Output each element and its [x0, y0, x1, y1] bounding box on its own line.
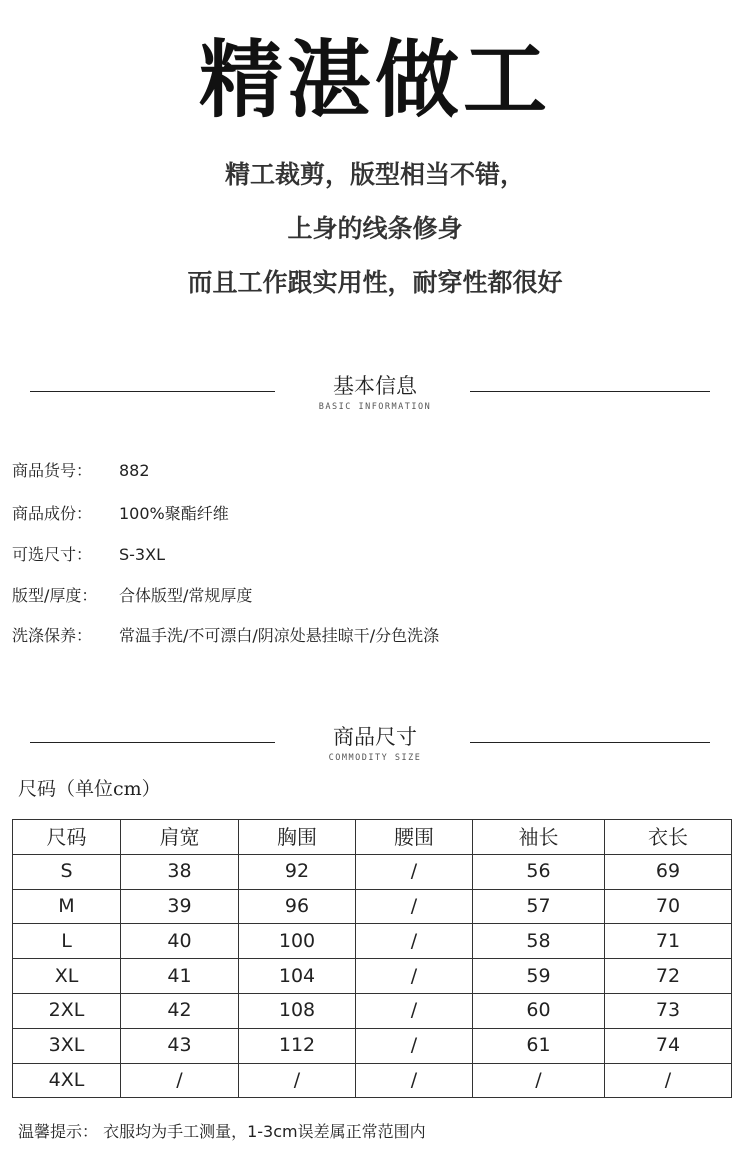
table-cell: 92 — [239, 854, 356, 889]
info-label: 洗涤保养： — [12, 626, 93, 645]
table-cell: 61 — [473, 1028, 605, 1063]
table-cell: M — [13, 889, 121, 924]
info-label: 可选尺寸： — [12, 545, 93, 564]
table-row — [13, 924, 732, 959]
table-cell: 104 — [239, 959, 356, 994]
table-row — [13, 1063, 732, 1098]
table-cell: / — [356, 993, 473, 1028]
info-row-composition — [12, 502, 732, 526]
basic-info-title: 基本信息 — [333, 374, 417, 398]
table-cell: 42 — [121, 993, 239, 1028]
hero-line-1: 精工裁剪，版型相当不错， — [224, 160, 525, 189]
basic-info-heading — [0, 372, 750, 422]
table-header-row — [13, 820, 732, 855]
table-row — [13, 854, 732, 889]
page-title: 精湛做工 — [198, 31, 551, 129]
table-cell: 71 — [605, 924, 732, 959]
table-cell: 70 — [605, 889, 732, 924]
info-label: 商品成份： — [12, 504, 93, 523]
unit-label: 尺码（单位cm） — [18, 778, 161, 800]
header-cell: 肩宽 — [121, 820, 239, 855]
table-cell: / — [356, 1063, 473, 1098]
table-cell: 43 — [121, 1028, 239, 1063]
measurement-note: 温馨提示： 衣服均为手工测量，1-3cm误差属正常范围内 — [18, 1122, 426, 1141]
info-label: 商品货号： — [12, 461, 93, 480]
table-cell: / — [356, 1028, 473, 1063]
table-cell: 4XL — [13, 1063, 121, 1098]
table-cell: 74 — [605, 1028, 732, 1063]
info-label: 版型/厚度： — [12, 586, 98, 605]
table-cell: 38 — [121, 854, 239, 889]
size-table — [12, 819, 732, 1098]
info-value: 882 — [119, 461, 150, 480]
table-cell: 73 — [605, 993, 732, 1028]
table-cell: 100 — [239, 924, 356, 959]
divider-right — [470, 742, 710, 743]
info-row-sizes — [12, 543, 732, 567]
header-cell: 胸围 — [239, 820, 356, 855]
table-cell: / — [121, 1063, 239, 1098]
table-cell: 41 — [121, 959, 239, 994]
info-value: 合体版型/常规厚度 — [119, 586, 253, 605]
hero-line-2: 上身的线条修身 — [287, 214, 463, 243]
basic-info-subtitle: BASIC INFORMATION — [318, 402, 432, 412]
table-cell: / — [356, 959, 473, 994]
info-row-care — [12, 624, 732, 648]
info-value: 100%聚酯纤维 — [119, 504, 229, 523]
info-row-fit-thickness — [12, 584, 732, 608]
size-heading — [0, 723, 750, 773]
hero-line-3: 而且工作跟实用性，耐穿性都很好 — [187, 268, 563, 297]
info-value: S-3XL — [119, 545, 165, 564]
table-cell: XL — [13, 959, 121, 994]
table-cell: S — [13, 854, 121, 889]
table-cell: / — [473, 1063, 605, 1098]
table-cell: / — [356, 889, 473, 924]
header-cell: 衣长 — [605, 820, 732, 855]
table-cell: 96 — [239, 889, 356, 924]
header-cell: 腰围 — [356, 820, 473, 855]
table-cell: 58 — [473, 924, 605, 959]
divider-right — [470, 391, 710, 392]
table-cell: 39 — [121, 889, 239, 924]
table-cell: 108 — [239, 993, 356, 1028]
table-cell: 72 — [605, 959, 732, 994]
table-cell: 3XL — [13, 1028, 121, 1063]
table-cell: 40 — [121, 924, 239, 959]
header-cell: 袖长 — [473, 820, 605, 855]
table-cell: 112 — [239, 1028, 356, 1063]
table-cell: 57 — [473, 889, 605, 924]
table-cell: 2XL — [13, 993, 121, 1028]
table-cell: / — [239, 1063, 356, 1098]
table-cell: / — [356, 924, 473, 959]
table-cell: 56 — [473, 854, 605, 889]
header-cell: 尺码 — [13, 820, 121, 855]
table-cell: L — [13, 924, 121, 959]
table-cell: 60 — [473, 993, 605, 1028]
table-row — [13, 1028, 732, 1063]
table-cell: 69 — [605, 854, 732, 889]
table-cell: / — [356, 854, 473, 889]
size-title: 商品尺寸 — [333, 725, 417, 749]
table-row — [13, 993, 732, 1028]
info-row-item-number — [12, 459, 732, 483]
table-row — [13, 889, 732, 924]
table-row — [13, 959, 732, 994]
table-cell: 59 — [473, 959, 605, 994]
size-subtitle: COMMODITY SIZE — [328, 753, 422, 763]
table-cell: / — [605, 1063, 732, 1098]
info-value: 常温手洗/不可漂白/阴凉处悬挂晾干/分色洗涤 — [119, 626, 440, 645]
